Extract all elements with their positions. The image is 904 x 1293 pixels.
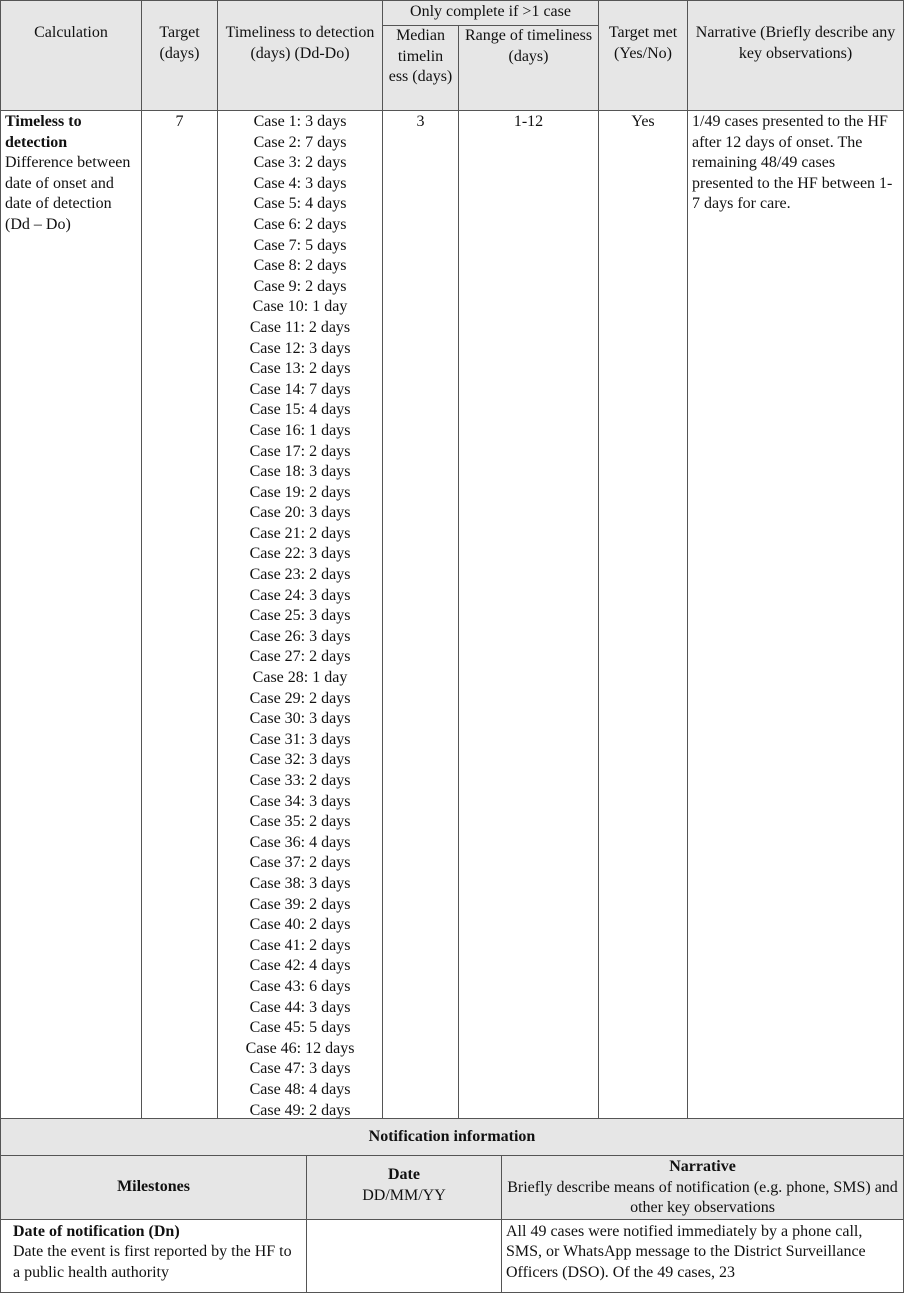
range-value: 1-12 [459, 111, 599, 1122]
case-item: Case 13: 2 days [249, 360, 351, 378]
case-list [218, 111, 383, 1122]
case-item: Case 34: 3 days [249, 792, 351, 810]
case-item: Case 6: 2 days [253, 215, 347, 233]
case-item: Case 4: 3 days [253, 174, 347, 192]
calc-cell [1, 111, 142, 1122]
header-date-title: Date [388, 1166, 420, 1183]
case-item: Case 2: 7 days [253, 133, 347, 151]
timeliness-row [1, 111, 904, 1122]
case-item: Case 15: 4 days [249, 401, 351, 419]
narrative-value: 1/49 cases presented to the HF after 12 days of onset. The remaining 48/49 cases presented to the HF between 1-7 days for care. [688, 111, 904, 1122]
case-item: Case 27: 2 days [249, 648, 351, 666]
header-narrative: Narrative (Briefly describe any key observations) [688, 1, 904, 111]
case-item: Case 12: 3 days [249, 339, 351, 357]
case-item: Case 8: 2 days [253, 257, 347, 275]
target-met-value: Yes [599, 111, 688, 1122]
notification-row-title: Date of notification (Dn) [13, 1222, 180, 1240]
case-item: Case 11: 2 days [249, 318, 351, 336]
notification-row-desc: Date the event is first reported by the HF to a public health authority [13, 1243, 292, 1281]
case-item: Case 21: 2 days [249, 524, 351, 542]
median-value: 3 [383, 111, 459, 1122]
case-item: Case 26: 3 days [249, 627, 351, 645]
header-target-met: Target met (Yes/No) [599, 1, 688, 111]
header-row-1 [1, 1, 904, 26]
notification-header-row [1, 1156, 904, 1220]
case-item: Case 3: 2 days [253, 154, 347, 172]
case-item: Case 30: 3 days [249, 710, 351, 728]
case-item: Case 24: 3 days [249, 586, 351, 604]
target-value: 7 [142, 111, 218, 1122]
case-item: Case 47: 3 days [249, 1060, 351, 1078]
case-item: Case 48: 4 days [249, 1080, 351, 1098]
case-item: Case 20: 3 days [249, 504, 351, 522]
case-item: Case 22: 3 days [249, 545, 351, 563]
case-item: Case 29: 2 days [249, 689, 351, 707]
case-item: Case 45: 5 days [249, 1019, 351, 1037]
case-item: Case 10: 1 day [252, 298, 348, 316]
header-narrative-2 [502, 1156, 904, 1220]
header-narrative-title: Narrative [669, 1158, 736, 1175]
case-item: Case 14: 7 days [249, 380, 351, 398]
notification-band-row [1, 1119, 904, 1156]
case-item: Case 1: 3 days [253, 113, 347, 130]
notification-date-value [307, 1219, 502, 1292]
case-item: Case 37: 2 days [249, 854, 351, 872]
case-item: Case 16: 1 days [249, 421, 351, 439]
header-range: Range of timeliness (days) [459, 26, 599, 111]
case-item: Case 33: 2 days [249, 772, 351, 789]
case-item: Case 41: 2 days [249, 936, 351, 954]
notification-band: Notification information [1, 1119, 904, 1156]
case-item: Case 25: 3 days [249, 607, 351, 625]
header-only-complete: Only complete if >1 case [383, 1, 599, 26]
notification-table [0, 1118, 904, 1293]
case-item: Case 38: 3 days [249, 874, 351, 892]
case-item: Case 31: 3 days [249, 730, 351, 748]
case-item: Case 17: 2 days [249, 442, 351, 460]
notification-row [1, 1219, 904, 1292]
case-item: Case 42: 4 days [249, 957, 351, 975]
header-calculation: Calculation [1, 1, 142, 111]
case-item: Case 44: 3 days [249, 998, 351, 1016]
case-item: Case 7: 5 days [253, 236, 347, 254]
header-timeliness: Timeliness to detection (days) (Dd-Do) [218, 1, 383, 111]
case-item: Case 28: 1 day [252, 669, 348, 687]
case-item: Case 43: 6 days [249, 977, 351, 995]
header-narrative-desc: Briefly describe means of notification (e.g. phone, SMS) and other key observations [507, 1178, 898, 1217]
notification-narrative-value: All 49 cases were notified immediately by a phone call, SMS, or WhatsApp message to the District Surveillance Officers (DSO). Of the 49 cases, 23 [502, 1219, 904, 1292]
header-median: Median timelin ess (days) [383, 26, 459, 111]
case-item: Case 35: 2 days [249, 813, 351, 831]
case-item: Case 46: 12 days [245, 1039, 355, 1057]
case-item: Case 9: 2 days [253, 277, 347, 295]
case-item: Case 36: 4 days [249, 833, 351, 851]
case-item: Case 18: 3 days [249, 463, 351, 481]
case-item: Case 23: 2 days [249, 566, 351, 584]
header-date-format: DD/MM/YY [362, 1186, 446, 1204]
notification-milestone [1, 1219, 307, 1292]
case-item: Case 19: 2 days [249, 483, 351, 501]
calc-desc: Difference between date of onset and date of detection (Dd – Do) [5, 154, 131, 233]
case-item: Case 49: 2 days [249, 1101, 351, 1119]
header-date [307, 1156, 502, 1220]
case-item: Case 40: 2 days [249, 916, 351, 934]
case-item: Case 39: 2 days [249, 895, 351, 913]
case-item: Case 5: 4 days [253, 195, 347, 213]
case-item: Case 32: 3 days [249, 751, 351, 769]
calc-title: Timeless to detection [5, 113, 82, 151]
header-target: Target (days) [142, 1, 218, 111]
header-milestones: Milestones [1, 1156, 307, 1220]
